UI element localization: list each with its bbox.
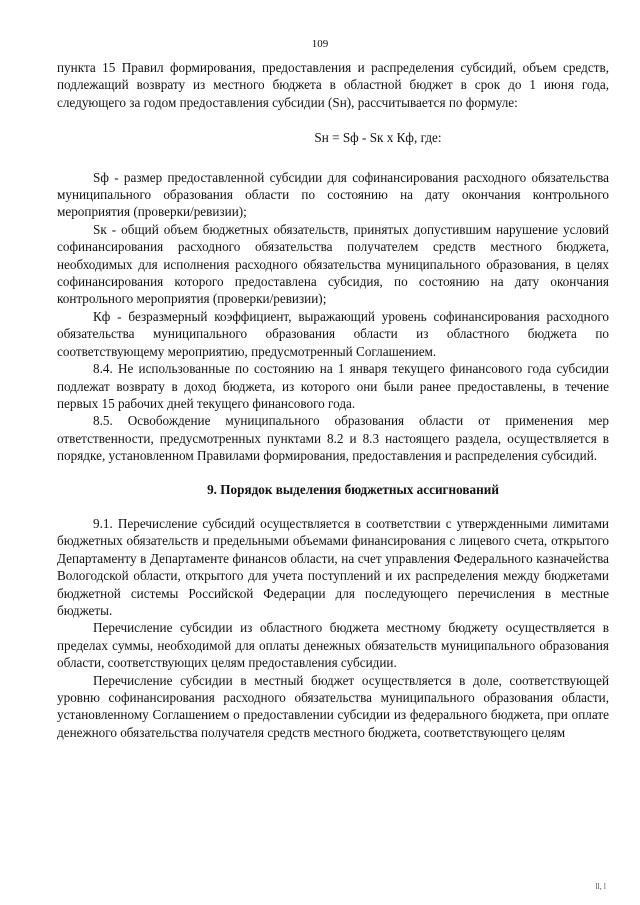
paragraph-transfer-share: Перечисление субсидии в местный бюджет осуществляется в доле, соответствующей уровню софинансирования расходного обязательства муниципального образования области, установленному Соглашением о предоставлении субсидии из федерального бюджета, при оплате денежного обязательства получателя средств местного бюджета, соответствующего целям — [57, 672, 609, 740]
page-number: 109 — [311, 38, 329, 50]
paragraph-8-5: 8.5. Освобождение муниципального образования области от применения мер ответственности, предусмотренных пунктами 8.2 и 8.3 настоящего раздела, осуществляется в порядке, установленном Правилами формирования, предоставления и распределения субсидий. — [57, 413, 609, 464]
document-body — [57, 59, 609, 741]
paragraph-8-4: 8.4. Не использованные по состоянию на 1 января текущего финансового года субсидии подлежат возврату в доход бюджета, из которого они были ранее предоставлены, в течение первых 15 рабочих дней текущего финансового года. — [57, 361, 609, 411]
paragraph-sk-definition: Sк - общий объем бюджетных обязательств, принятых допустившим нарушение условий софинансирования расходного обязательства получателем средств местного бюджета, необходимых для исполнения расходного обязательства муниципального образования, в целях софинансирования которого предоставлена субсидия, по состоянию на дату окончания контрольного мероприятия (проверки/ревизии); — [57, 221, 609, 307]
paragraph-9-1: 9.1. Перечисление субсидий осуществляется в соответствии с утвержденными лимитами бюджетных обязательств и предельными объемами финансирования с лицевого счета, открытого Департаменту в Департаменте финансов области, на счет управления Федерального казначейства Вологодской области, открытого для учета поступлений и их распределения между бюджетами бюджетной системы Российской Федерации для последующего перечисления в местные бюджеты. — [57, 515, 609, 618]
paragraph-kf-definition: Кф - безразмерный коэффициент, выражающий уровень софинансирования расходного обязательства муниципального образования области из областного бюджета по соответствующему мероприятию, предусмотренный Соглашением. — [57, 308, 609, 359]
section-9-title: 9. Порядок выделения бюджетных ассигнований — [207, 481, 499, 497]
paragraph-intro: пункта 15 Правил формирования, предоставления и распределения субсидий, объем средств, подлежащий возврату из местного бюджета в областной бюджет в срок до 1 июня года, следующего за годом предоставления субсидии (Sн), рассчитывается по формуле: — [57, 60, 609, 110]
paragraph-sf-definition: Sф - размер предоставленной субсидии для софинансирования расходного обязательства муниципального образования области по состоянию на дату окончания контрольного мероприятия (проверки/ревизии); — [57, 169, 609, 220]
corner-mark: ll, l — [595, 882, 606, 891]
formula: Sн = Sф - Sк x Кф, где: — [314, 130, 442, 146]
paragraph-transfer-limits: Перечисление субсидии из областного бюджета местному бюджету осуществляется в пределах суммы, необходимой для оплаты денежных обязательств муниципального образования области, соответствующих целям предоставления субсидии. — [57, 620, 609, 671]
